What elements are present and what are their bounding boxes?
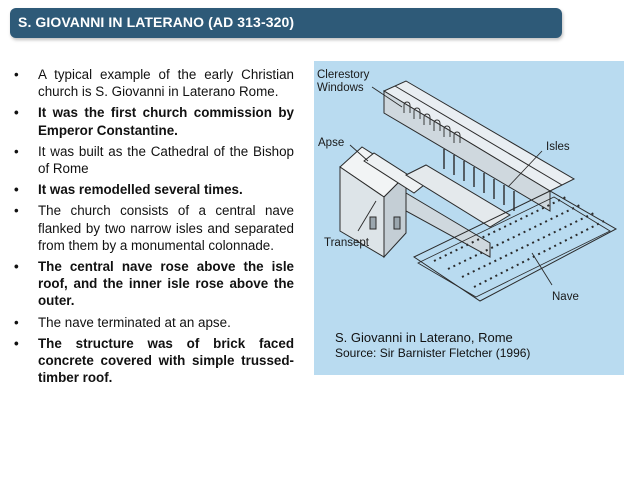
label-transept: Transept bbox=[324, 237, 369, 249]
slide-title-bar bbox=[10, 8, 562, 38]
bullet-item-2: • It was the first church commission by Emperor Constantine. bbox=[14, 105, 294, 138]
label-isles: Isles bbox=[546, 141, 570, 153]
bullet-item-6: • The central nave rose above the isle roof, and the inner isle rose above the outer. bbox=[14, 259, 294, 309]
bullet-item-7: • The nave terminated at an apse. bbox=[14, 314, 231, 330]
basilica-drawing bbox=[314, 61, 624, 375]
figure-caption: S. Giovanni in Laterano, Rome bbox=[335, 330, 513, 345]
label-clerestory-windows: Clerestory Windows bbox=[317, 69, 370, 94]
figure-source: Source: Sir Barnister Fletcher (1996) bbox=[335, 346, 531, 360]
bullet-item-8: • The structure was of brick faced concrete covered with simple trussed-timber roof. bbox=[14, 335, 294, 386]
label-apse: Apse bbox=[318, 137, 345, 149]
bullet-item-5: • The church consists of a central nave flanked by two narrow isles and separated from them by a monumental colonnade. bbox=[14, 203, 294, 253]
bullet-list bbox=[14, 66, 294, 390]
bullet-item-4: • It was remodelled several times. bbox=[14, 182, 243, 198]
bullet-item-1: • A typical example of the early Christian church is S. Giovanni in Laterano Rome. bbox=[14, 67, 294, 100]
basilica-diagram bbox=[314, 61, 624, 375]
label-nave: Nave bbox=[552, 291, 579, 303]
slide-title: S. GIOVANNI IN LATERANO (AD 313-320) bbox=[18, 14, 295, 30]
bullet-item-3: • It was built as the Cathedral of the Bishop of Rome bbox=[14, 143, 294, 177]
